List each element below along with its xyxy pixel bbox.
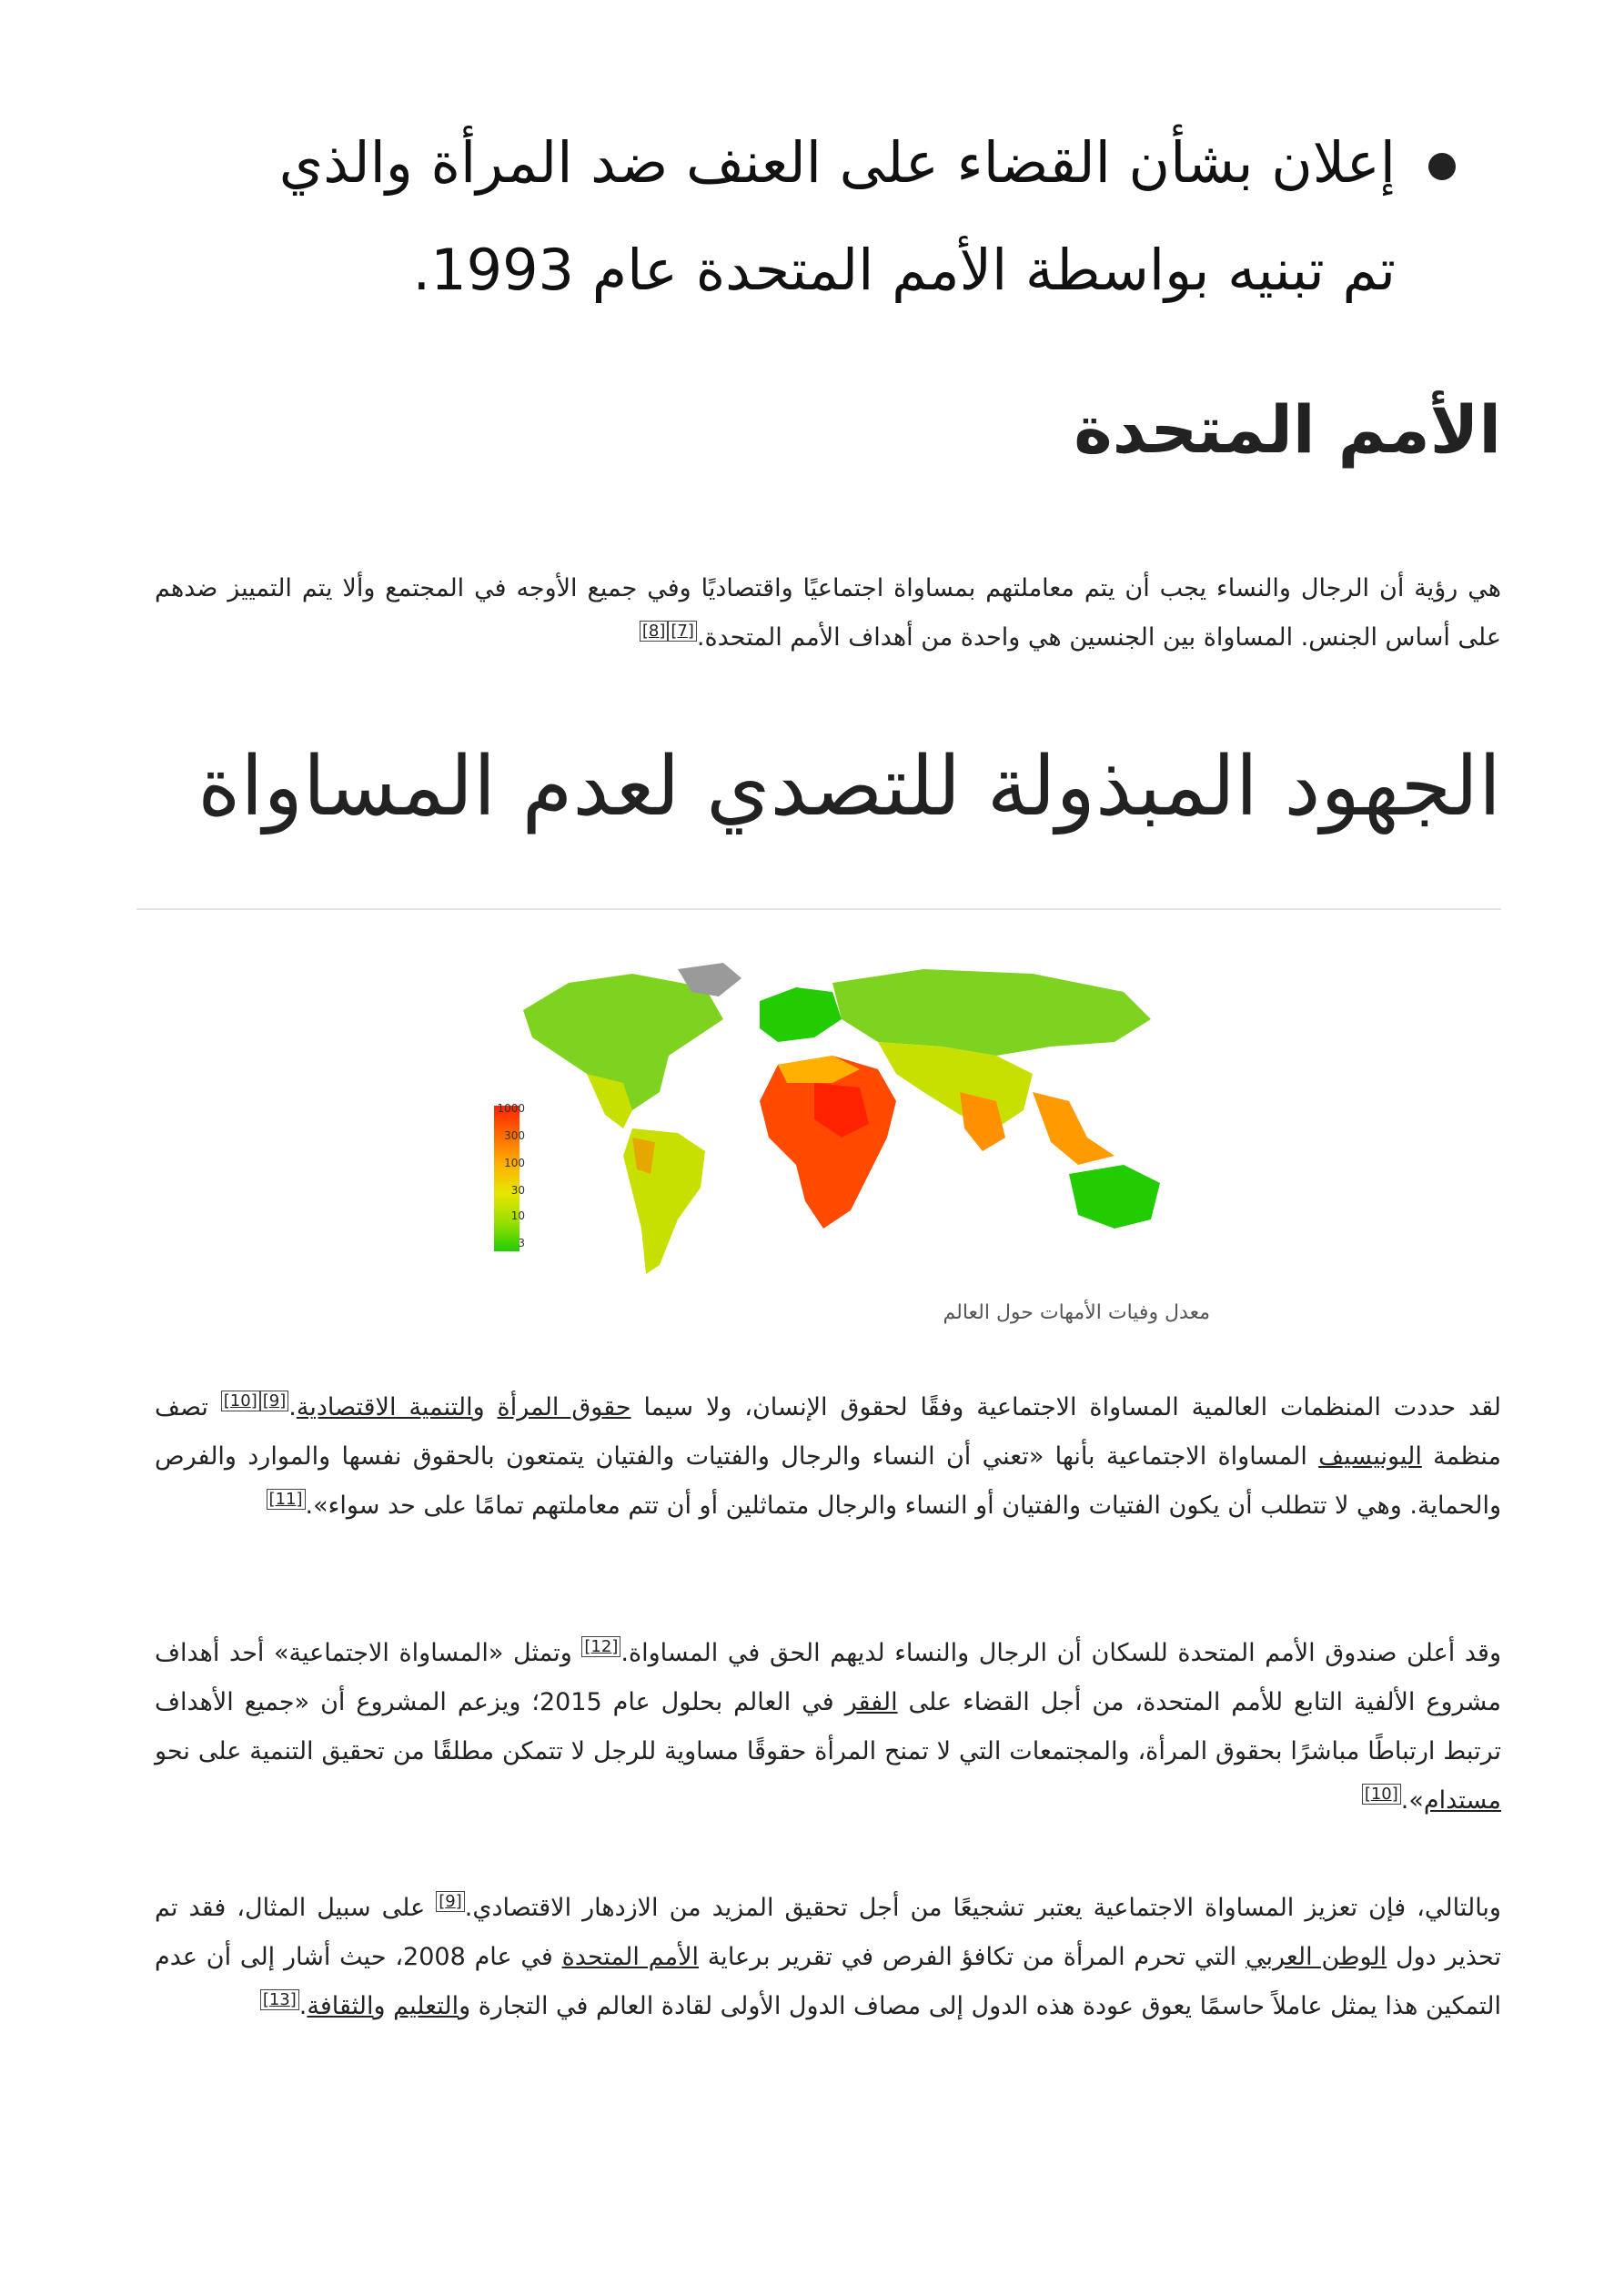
p2-text-3: في العالم بحلول عام 2015؛ ويزعم المشروع أن «جميع الأهداف ترتبط ارتباطًا مباشرًا بحقوق المرأة، والمجتمعات التي لا تمنح المرأة حقوقًا مساوية للرجل لا تتمكن مطلقًا من تحقيق التنمية على نحو: [155, 1688, 1501, 1765]
link-poverty[interactable]: الفقر: [844, 1688, 898, 1716]
section-heading-efforts: الجهود المبذولة للتصدي لعدم المساواة: [197, 739, 1501, 834]
p1-text-5: المساواة الاجتماعية بأنها «تعني أن النساء والرجال والفتيات والفتيان يتمتعون بالحقوق نفسها والموارد والفرص والحماية. وهي لا تتطلب أن يكون الفتيات والفتيان أو النساء والرجال متماثلين أو أن تتم معاملتهم تمامًا على حد سواء».: [155, 1442, 1501, 1520]
ref-9[interactable]: [9]: [260, 1391, 289, 1411]
p1-text-4: تصف منظمة: [155, 1393, 1501, 1471]
p3-text-3: التي تحرم المرأة من تكافؤ الفرص في تقرير برعاية: [699, 1943, 1246, 1971]
link-united-nations[interactable]: الأمم المتحدة: [561, 1943, 700, 1971]
bullet-line-2: تم تبنيه بواسطة الأمم المتحدة عام 1993.: [412, 237, 1396, 303]
bullet-text: [279, 109, 1396, 324]
legend-label-300: 300: [504, 1129, 525, 1142]
link-culture[interactable]: الثقافة: [307, 1992, 374, 2020]
ref-10[interactable]: [10]: [221, 1391, 260, 1411]
bullet-line-1: إعلان بشأن القضاء على العنف ضد المرأة والذي: [278, 129, 1396, 196]
link-unicef[interactable]: اليونيسيف: [1318, 1442, 1422, 1471]
legend-label-10: 10: [510, 1209, 525, 1222]
p3-text-5: و: [373, 1992, 394, 2020]
australia-shape: [1069, 1165, 1160, 1229]
link-education[interactable]: التعليم: [393, 1992, 459, 2020]
p2-text-1: وقد أعلن صندوق الأمم المتحدة للسكان أن الرجال والنساء لديهم الحق في المساواة.: [620, 1639, 1501, 1667]
p3-text-4: في عام 2008، حيث أشار إلى أن عدم التمكين هذا يمثل عاملاً حاسمًا يعوق عودة هذه الدول إلى مصاف الدول الأولى لقادة العالم في التجارة و: [155, 1943, 1501, 2020]
p1-text-1: لقد حددت المنظمات العالمية المساواة الاجتماعية وفقًا لحقوق الإنسان، ولا سيما: [630, 1393, 1502, 1421]
ref-7[interactable]: [7]: [668, 621, 697, 642]
legend-color-bar: [494, 1106, 519, 1251]
paragraph-1: [155, 1383, 1501, 1531]
link-womens-rights[interactable]: حقوق المرأة: [497, 1393, 631, 1421]
article-page: [136, 0, 1501, 2296]
ref-11[interactable]: [11]: [267, 1489, 306, 1510]
legend-label-3: 3: [518, 1237, 525, 1249]
paragraph-un-text: هي رؤية أن الرجال والنساء يجب أن يتم معاملتهم بمساواة اجتماعيًا واقتصاديًا وفي جميع الأوجه في المجتمع وألا يتم التمييز ضدهم على أساس الجنس. المساواة بين الجنسين هي واحدة من أهداف الأمم المتحدة.: [155, 574, 1501, 652]
paragraph-2: [155, 1629, 1501, 1826]
p1-text-2: و: [472, 1393, 498, 1421]
bullet-list-item: [182, 109, 1456, 324]
link-arab-world[interactable]: الوطن العربي: [1245, 1943, 1387, 1971]
legend-label-1000: 1000: [497, 1102, 525, 1115]
europe-shape: [760, 987, 842, 1042]
ref-13[interactable]: [13]: [260, 1989, 299, 2010]
world-map-figure: [487, 956, 1187, 1292]
bullet-icon: [1428, 153, 1456, 180]
paragraph-3: [155, 1884, 1501, 2031]
p2-text-2: وتمثل «المساواة الاجتماعية» أحد أهداف مشروع الألفية التابع للأمم المتحدة، من أجل القضاء على: [155, 1639, 1501, 1716]
p3-text-2: على سبيل المثال، فقد تم تحذير دول: [155, 1894, 1502, 1971]
legend-label-30: 30: [510, 1184, 525, 1197]
p1-text-3: .: [288, 1393, 297, 1421]
legend-label-100: 100: [504, 1157, 525, 1169]
p2-text-4: ».: [1400, 1786, 1424, 1815]
heading-divider: [136, 908, 1501, 910]
ref-9-b[interactable]: [9]: [436, 1891, 465, 1912]
maternal-mortality-map[interactable]: [487, 956, 1187, 1292]
figure-caption: معدل وفيات الأمهات حول العالم: [943, 1301, 1210, 1324]
link-economic-development[interactable]: التنمية الاقتصادية: [296, 1393, 473, 1421]
ref-12[interactable]: [12]: [581, 1636, 620, 1657]
ref-8[interactable]: [8]: [640, 621, 669, 642]
p3-text-6: .: [298, 1992, 308, 2020]
paragraph-un: [155, 564, 1501, 663]
p3-text-1: وبالتالي، فإن تعزيز المساواة الاجتماعية يعتبر تشجيعًا من أجل تحقيق المزيد من الازدهار الاقتصادي.: [464, 1894, 1501, 1922]
section-heading-un: الأمم المتحدة: [1074, 391, 1501, 468]
ref-10-b[interactable]: [10]: [1362, 1784, 1401, 1805]
link-sustainable[interactable]: مستدام: [1423, 1786, 1501, 1815]
central-asia-shape: [878, 1042, 1033, 1128]
southeast-asia-shape: [1033, 1092, 1115, 1165]
